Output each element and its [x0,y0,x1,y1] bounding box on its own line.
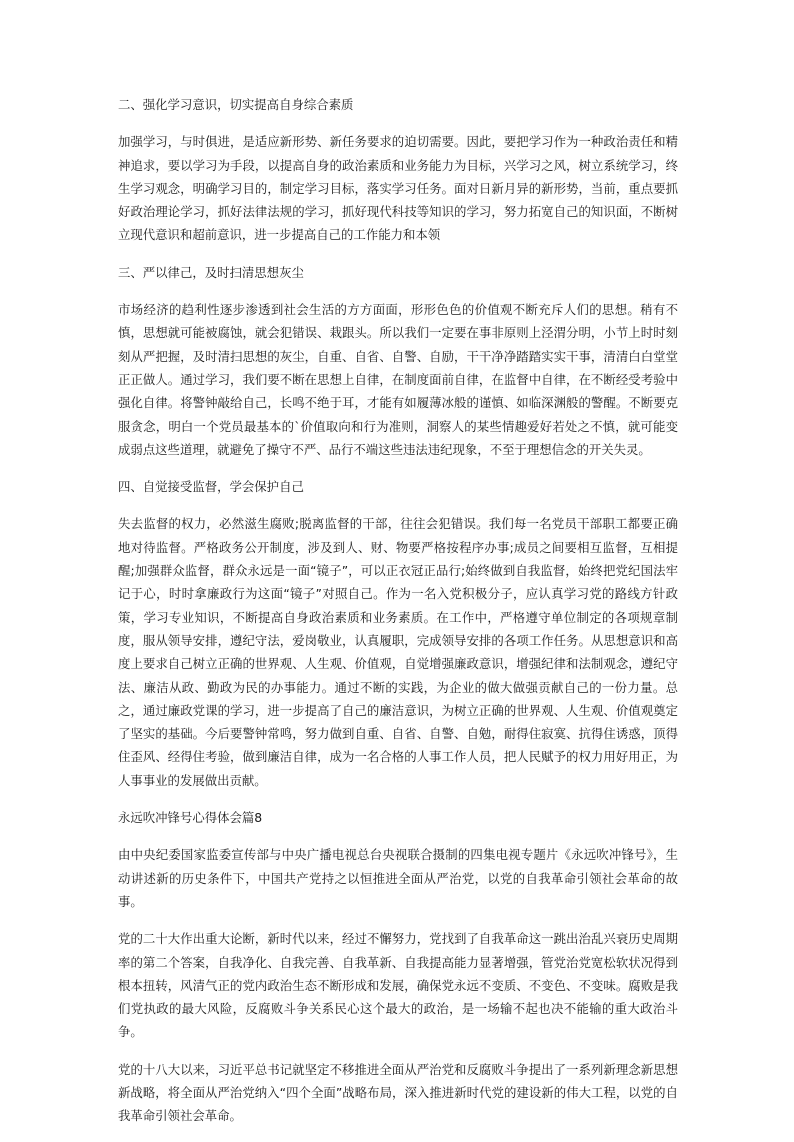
section-paragraph: 党的二十大作出重大论断，新时代以来，经过不懈努力，党找到了自我革命这一跳出治乱兴衰历史周期率的第二个答案，自我净化、自我完善、自我革新、自我提高能力显著增强，管党治党宽松软状况得到根本扭转，风清气正的党内政治生态不断形成和发展，确保党永远不变质、不变色、不变味。腐败是我们党执政的最大风险，反腐败斗争关系民心这个最大的政治，是一场输不起也决不能输的重大政治斗争。 [118,931,678,1040]
article-title: 永远吹冲锋号心得体会篇8 [118,810,263,826]
section-paragraph: 市场经济的趋利性逐步渗透到社会生活的方方面面，形形色色的价值观不断充斥人们的思想。稍有不慎，思想就可能被腐蚀，就会犯错误、栽跟头。所以我们一定要在事非原则上泾渭分明，小节上时时刻刻从严把握，及时清扫思想的灰尘，自重、自省、自警、自励，干干净净踏踏实实干事，清清白白堂堂正正做人。通过学习，我们要不断在思想上自律，在制度面前自律，在监督中自律，在不断经受考验中强化自律。将警钟敲给自己，长鸣不绝于耳，才能有如履薄冰般的谨慎、如临深渊般的警醒。不断要克服贪念，明白一个党员最基本的`价值取向和行为准则，洞察人的某些情趣爱好若处之不慎，就可能变成弱点这些道理，就避免了操守不严、品行不端这些违法违纪现象，不至于理想信念的开关失灵。 [118,302,678,457]
document-page [118,93,678,1142]
section-paragraph: 失去监督的权力，必然滋生腐败;脱离监督的干部，往往会犯错误。我们每一名党员干部职工都要正确地对待监督。严格政务公开制度，涉及到人、财、物要严格按程序办事;成员之间要相互监督，互相提醒;加强群众监督，群众永远是一面“镜子”，可以正衣冠正品行;始终做到自我监督，始终把党纪国法牢记于心，时时拿廉政行为这面“镜子”对照自己。作为一名入党积极分子，应认真学习党的路线方针政策，学习专业知识，不断提高自身政治素质和业务素质。在工作中，严格遵守单位制定的各项规章制度，服从领导安排，遵纪守法，爱岗敬业，认真履职，完成领导安排的各项工作任务。从思想意识和高度上要求自己树立正确的世界观、人生观、价值观，自觉增强廉政意识，增强纪律和法制观念，遵纪守法、廉洁从政、勤政为民的办事能力。通过不断的实践，为企业的做大做强贡献自己的一份力量。总之，通过廉政党课的学习，进一步提高了自己的廉洁意识，为树立正确的世界观、人生观、价值观奠定了坚实的基础。今后要警钟常鸣，努力做到自重、自省、自警、自勉，耐得住寂寞、抗得住诱惑，顶得住歪风、经得住考验，做到廉洁自律，成为一名合格的人事工作人员，把人民赋予的权力用好用正，为人事事业的发展做出贡献。 [118,516,678,788]
section-heading: 二、强化学习意识，切实提高自身综合素质 [118,97,354,112]
section-paragraph: 由中央纪委国家监委宣传部与中央广播电视总台央视联合摄制的四集电视专题片《永远吹冲锋号》，生动讲述新的历史条件下，中国共产党持之以恒推进全面从严治党，以党的自我革命引领社会革命的故事。 [118,847,678,909]
section-heading: 四、自觉接受监督，学会保护自己 [118,479,304,495]
section-paragraph: 加强学习，与时俱进，是适应新形势、新任务要求的迫切需要。因此，要把学习作为一种政治责任和精神追求，要以学习为手段，以提高自身的政治素质和业务能力为目标，兴学习之风，树立系统学习，终生学习观念，明确学习目的，制定学习目标，落实学习任务。面对日新月异的新形势，当前，重点要抓好政治理论学习，抓好法律法规的学习，抓好现代科技等知识的学习，努力拓宽自己的知识面，不断树立现代意识和超前意识，进一步提高自己的工作能力和本领 [118,134,678,243]
section-heading: 三、严以律己，及时扫清思想灰尘 [118,264,304,280]
section-paragraph: 党的十八大以来，习近平总书记就坚定不移推进全面从严治党和反腐败斗争提出了一系列新理念新思想新战略，将全面从严治党纳入“四个全面”战略布局，深入推进新时代党的建设新的伟大工程，以党的自我革命引领社会革命。 [118,1061,678,1124]
